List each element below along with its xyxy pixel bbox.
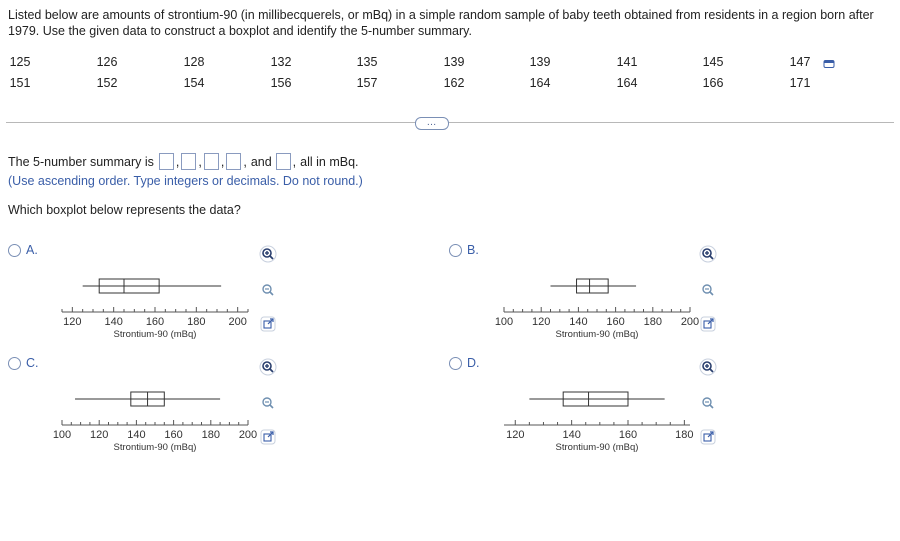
data-cell: 152 [96, 76, 118, 90]
summary-prefix: The 5-number summary is [8, 154, 154, 169]
data-cell: 126 [96, 55, 118, 69]
zoom-in-icon[interactable] [259, 358, 277, 376]
option-b[interactable] [449, 243, 479, 257]
data-cell: 128 [183, 55, 205, 69]
question-text: Listed below are amounts of strontium-90 (in millibecquerels, or mBq) in a simple random sample of baby teeth obtained from residents in a region born after 1979. Use the given data to construct a boxplot and identify the 5-number summary. [8, 8, 874, 38]
tick-label: 180 [187, 316, 206, 328]
data-cell: 147 [789, 55, 811, 69]
tick-label: 120 [506, 429, 525, 441]
boxplot-b [492, 268, 702, 344]
x-axis-label: Strontium-90 (mBq) [555, 329, 639, 340]
tick-label: 120 [532, 316, 551, 328]
tick-label: 180 [643, 316, 662, 328]
tick-label: 120 [90, 429, 109, 441]
tick-label: 120 [63, 316, 82, 328]
data-cell: 154 [183, 76, 205, 90]
data-cell: 139 [443, 55, 465, 69]
option-b-label: B. [467, 243, 479, 257]
tick-label: 160 [618, 429, 638, 441]
zoom-out-icon[interactable] [259, 281, 277, 299]
section-divider [6, 122, 894, 123]
boxplot-c [50, 381, 260, 457]
data-cell: 156 [270, 76, 292, 90]
data-cell: 132 [270, 55, 292, 69]
tick-label: 160 [145, 316, 165, 328]
data-table [0, 55, 880, 95]
boxplot-d [492, 381, 702, 457]
option-c[interactable] [8, 356, 39, 370]
option-a-label: A. [26, 243, 38, 257]
answer-box-1[interactable] [159, 153, 174, 170]
data-cell: 141 [616, 55, 638, 69]
zoom-out-icon[interactable] [699, 281, 717, 299]
data-cell: 125 [9, 55, 31, 69]
zoom-out-icon[interactable] [699, 394, 717, 412]
tick-label: 160 [164, 429, 183, 441]
tick-label: 140 [104, 316, 123, 328]
tick-label: 140 [127, 429, 146, 441]
radio-b[interactable] [449, 244, 462, 257]
data-cell: 151 [9, 76, 31, 90]
option-d-label: D. [467, 356, 480, 370]
tick-label: 160 [606, 316, 625, 328]
x-axis-label: Strontium-90 (mBq) [113, 442, 197, 453]
tick-label: 200 [228, 316, 247, 328]
tick-label: 140 [562, 429, 581, 441]
zoom-in-icon[interactable] [259, 245, 277, 263]
answer-box-3[interactable] [204, 153, 219, 170]
popout-icon[interactable] [259, 315, 277, 333]
radio-a[interactable] [8, 244, 21, 257]
radio-c[interactable] [8, 357, 21, 370]
data-cell: 162 [443, 76, 465, 90]
answer-box-2[interactable] [181, 153, 196, 170]
data-cell: 164 [616, 76, 638, 90]
answer-hint: (Use ascending order. Type integers or decimals. Do not round.) [8, 174, 363, 188]
data-cell: 135 [356, 55, 378, 69]
data-cell: 166 [702, 76, 724, 90]
data-cell: 145 [702, 55, 724, 69]
zoom-in-icon[interactable] [699, 358, 717, 376]
data-cell: 171 [789, 76, 811, 90]
summary-suffix: all in mBq. [300, 154, 359, 169]
option-d[interactable] [449, 356, 480, 370]
data-cell: 164 [529, 76, 551, 90]
option-a[interactable] [8, 243, 38, 257]
x-axis-label: Strontium-90 (mBq) [555, 442, 639, 453]
zoom-in-icon[interactable] [699, 245, 717, 263]
answer-box-5[interactable] [276, 153, 291, 170]
summary-and: and [250, 154, 272, 169]
zoom-out-icon[interactable] [259, 394, 277, 412]
popout-icon[interactable] [699, 428, 717, 446]
tick-label: 140 [569, 316, 588, 328]
boxplot-a [50, 268, 260, 344]
tick-label: 200 [238, 429, 258, 441]
tick-label: 100 [494, 316, 514, 328]
popout-icon[interactable] [259, 428, 277, 446]
tick-label: 200 [680, 316, 700, 328]
data-cell: 157 [356, 76, 378, 90]
x-axis-label: Strontium-90 (mBq) [113, 329, 197, 340]
tick-label: 100 [52, 429, 72, 441]
tick-label: 180 [201, 429, 220, 441]
copy-icon[interactable] [823, 58, 835, 70]
which-question: Which boxplot below represents the data? [8, 203, 241, 217]
answer-box-4[interactable] [226, 153, 241, 170]
expand-more-button[interactable]: … [415, 117, 449, 130]
popout-icon[interactable] [699, 315, 717, 333]
data-cell: 139 [529, 55, 551, 69]
option-c-label: C. [26, 356, 39, 370]
radio-d[interactable] [449, 357, 462, 370]
summary-line: The 5-number summary is , , , , and , all in mBq. [8, 154, 359, 169]
tick-label: 180 [675, 429, 694, 441]
